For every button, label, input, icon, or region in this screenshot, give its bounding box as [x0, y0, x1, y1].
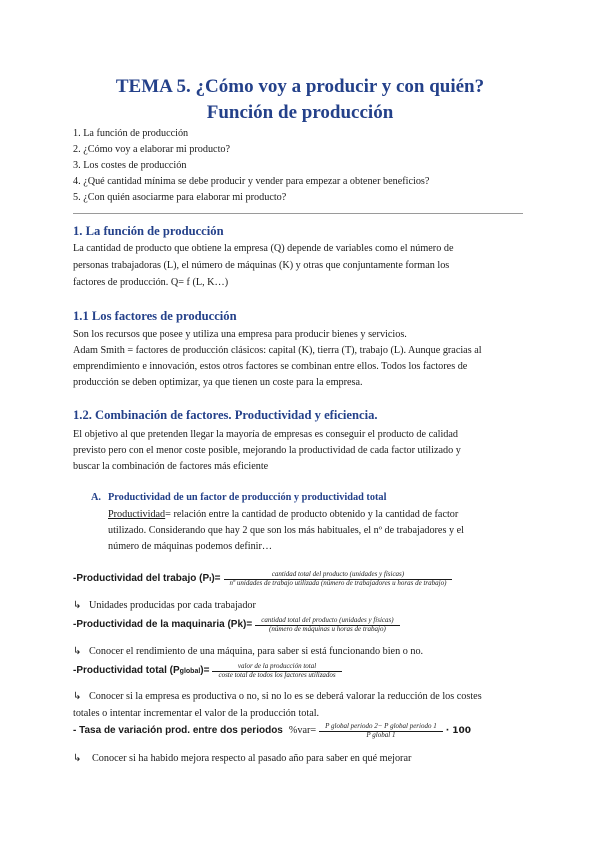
fraction: [319, 722, 443, 740]
arrow-return-icon: ↳: [73, 691, 82, 702]
formula-label: -Productividad del trabajo (Pₗ)=: [73, 573, 221, 585]
fraction-denominator: (número de máquinas u horas de trabajo): [268, 625, 386, 634]
fraction: [255, 616, 399, 634]
paragraph-line: [108, 508, 458, 521]
toc-item: 1. La función de producción: [73, 128, 189, 139]
formula-label: - Tasa de variación prod. entre dos periodos: [73, 725, 283, 737]
arrow-return-icon: ↳: [73, 753, 82, 764]
paragraph-line: factores de producción. Q= f (L, K…): [73, 277, 229, 288]
formula-productividad-trabajo: [73, 570, 452, 588]
paragraph-line: El objetivo al que pretenden llegar la mayoría de empresas es conseguir el producto de calidad: [73, 429, 458, 440]
section-heading-1-2: 1.2. Combinación de factores. Productividad y eficiencia.: [73, 408, 378, 422]
paragraph-line: emprendimiento e innovación, estos otros factores se combinan entre ellos. Todos los factores de: [73, 361, 468, 372]
paragraph-line: Son los recursos que posee y utiliza una empresa para producir bienes y servicios.: [73, 329, 407, 340]
toc-item: 4. ¿Qué cantidad mínima se debe producir y vender para empezar a obtener beneficios?: [73, 176, 430, 187]
fraction-numerator: cantidad total del producto (unidades y físicas): [271, 570, 405, 578]
note-text: Unidades producidas por cada trabajador: [89, 600, 256, 611]
document-title-line1: TEMA 5. ¿Cómo voy a producir y con quién?: [115, 76, 485, 97]
formula-note: [73, 599, 256, 612]
section-heading-1-1: 1.1 Los factores de producción: [73, 309, 237, 323]
fraction-numerator: cantidad total del producto (unidades y físicas): [261, 616, 394, 624]
formula-note: [73, 645, 423, 658]
paragraph-line: La cantidad de producto que obtiene la empresa (Q) depende de variables como el número de: [73, 243, 454, 254]
term-productividad: Productividad: [108, 509, 166, 520]
fraction: [224, 570, 453, 588]
fraction: [212, 662, 341, 680]
subsection-a-title: Productividad de un factor de producción y productividad total: [108, 492, 387, 503]
formula-label: -Productividad de la maquinaria (Pk)=: [73, 619, 253, 631]
fraction-numerator: valor de la producción total: [237, 662, 317, 670]
formula-var-label: %var=: [288, 725, 317, 737]
formula-tasa-variacion: [73, 722, 471, 740]
toc-item: 3. Los costes de producción: [73, 160, 187, 171]
note-text: Conocer si ha habido mejora respecto al pasado año para saber en qué mejorar: [92, 753, 412, 764]
horizontal-divider: [73, 213, 523, 214]
formula-note-continuation: totales o intentar incrementar el valor de la producción total.: [73, 708, 320, 719]
note-text: Conocer el rendimiento de una máquina, para saber si está funcionando bien o no.: [89, 646, 424, 657]
paragraph-line: utilizado. Considerando que hay 2 que son los más habituales, el nº de trabajadores y el: [108, 525, 464, 536]
formula-label: -Productividad total (Pglobal)=: [73, 665, 210, 677]
fraction-denominator: coste total de todos los factores utilizados: [218, 671, 336, 680]
paragraph-line: buscar la combinación de factores más eficiente: [73, 461, 269, 472]
list-letter: A.: [91, 492, 102, 503]
formula-note: [73, 752, 411, 765]
arrow-return-icon: ↳: [73, 600, 82, 611]
toc-item: 5. ¿Con quién asociarme para elaborar mi producto?: [73, 192, 287, 203]
arrow-return-icon: ↳: [73, 646, 82, 657]
toc-item: 2. ¿Cómo voy a elaborar mi producto?: [73, 144, 231, 155]
document-title-line2: Función de producción: [206, 102, 394, 123]
fraction-denominator: nº unidades de trabajo utilizada (número de trabajadores u horas de trabajo): [229, 579, 447, 588]
definition-text: = relación entre la cantidad de producto obtenido y la cantidad de factor: [165, 509, 459, 520]
section-heading-1: 1. La función de producción: [73, 224, 224, 238]
formula-note: [73, 690, 482, 703]
paragraph-line: Adam Smith = factores de producción clásicos: capital (K), tierra (T), trabajo (L). Aunque gracias al: [73, 345, 482, 356]
formula-multiplier: · 100: [445, 725, 472, 736]
paragraph-line: personas trabajadoras (L), el número de máquinas (K) y otras que conjuntamente forman los: [73, 260, 450, 271]
paragraph-line: producción se deben optimizar, ya que tienen un coste para la empresa.: [73, 377, 363, 388]
fraction-numerator: P global periodo 2− P global periodo 1: [325, 722, 437, 730]
fraction-denominator: P global 1: [366, 731, 396, 740]
subsection-a-heading: [91, 492, 386, 503]
formula-productividad-total: [73, 662, 342, 680]
paragraph-line: número de máquinas podemos definir…: [108, 541, 273, 552]
note-text: Conocer si la empresa es productiva o no, si no lo es se deberá valorar la reducción de los costes: [89, 691, 482, 702]
formula-productividad-maquinaria: [73, 616, 400, 634]
paragraph-line: previsto pero con el menor coste posible, mejorando la productividad de cada factor utilizado y: [73, 445, 461, 456]
